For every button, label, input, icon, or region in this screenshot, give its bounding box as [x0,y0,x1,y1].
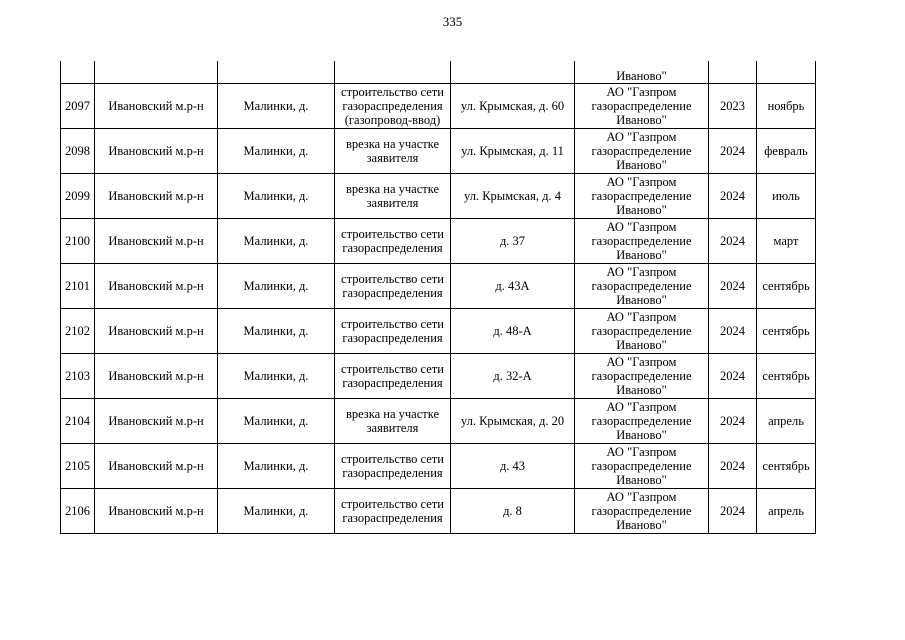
cell-executor [575,489,709,534]
cell-executor [575,219,709,264]
cell-month: сентябрь [757,354,816,399]
table-row [61,84,816,129]
cell-address: ул. Крымская, д. 20 [451,399,575,444]
cell-num [61,61,95,84]
cell-executor-line: газораспределение [591,234,692,248]
cell-year: 2024 [709,174,757,219]
cell-work-line: заявителя [366,196,419,210]
cell-district: Ивановский м.р-н [95,399,218,444]
cell-work-line: строительство сети [341,272,444,286]
cell-year: 2024 [709,219,757,264]
cell-address: ул. Крымская, д. 60 [451,84,575,129]
cell-executor-line: АО "Газпром [606,265,677,279]
table-row [61,264,816,309]
cell-work-line: заявителя [366,151,419,165]
cell-year: 2024 [709,354,757,399]
cell-executor [575,174,709,219]
cell-work [335,61,451,84]
cell-executor-line: газораспределение [591,324,692,338]
cell-work-line: строительство сети [341,452,444,466]
cell-address: ул. Крымская, д. 11 [451,129,575,174]
continuation-row [61,61,816,84]
cell-executor-line: газораспределение [591,144,692,158]
cell-work-line: строительство сети [341,85,444,99]
cell-executor-line: газораспределение [591,279,692,293]
registry-table [60,61,816,534]
cell-executor [575,309,709,354]
cell-executor [575,354,709,399]
cell-work [335,264,451,309]
cell-executor: Иваново" [575,61,709,84]
table-row [61,174,816,219]
cell-work-line: строительство сети [341,497,444,511]
cell-executor-line: Иваново" [616,158,667,172]
cell-month: апрель [757,399,816,444]
cell-work-line: строительство сети [341,227,444,241]
cell-year: 2024 [709,264,757,309]
cell-executor [575,129,709,174]
cell-address: д. 32-А [451,354,575,399]
cell-num: 2100 [61,219,95,264]
table-row [61,489,816,534]
cell-num: 2102 [61,309,95,354]
cell-work [335,129,451,174]
table-row [61,354,816,399]
cell-num: 2104 [61,399,95,444]
cell-district: Ивановский м.р-н [95,309,218,354]
cell-executor-line: газораспределение [591,99,692,113]
cell-address [451,61,575,84]
cell-work-line: газораспределения [342,286,443,300]
cell-num: 2103 [61,354,95,399]
cell-work-line: газораспределения [342,331,443,345]
cell-executor [575,444,709,489]
cell-work-line: врезка на участке [345,137,440,151]
cell-settlement: Малинки, д. [218,264,335,309]
cell-executor-line: газораспределение [591,369,692,383]
cell-executor-line: газораспределение [591,504,692,518]
cell-month: март [757,219,816,264]
cell-num: 2105 [61,444,95,489]
cell-work [335,399,451,444]
cell-month [757,61,816,84]
cell-settlement: Малинки, д. [218,444,335,489]
cell-executor-line: АО "Газпром [606,355,677,369]
cell-work [335,219,451,264]
cell-year: 2024 [709,309,757,354]
cell-work [335,444,451,489]
cell-work-line: врезка на участке [345,407,440,421]
cell-num: 2099 [61,174,95,219]
cell-num: 2097 [61,84,95,129]
cell-settlement [218,61,335,84]
cell-month: сентябрь [757,264,816,309]
cell-district: Ивановский м.р-н [95,444,218,489]
cell-executor-line: АО "Газпром [606,85,677,99]
cell-work-line: газораспределения [342,376,443,390]
cell-month: февраль [757,129,816,174]
cell-executor-line: Иваново" [616,428,667,442]
cell-district: Ивановский м.р-н [95,354,218,399]
cell-executor-line: газораспределение [591,459,692,473]
table-row [61,444,816,489]
cell-district: Ивановский м.р-н [95,489,218,534]
cell-settlement: Малинки, д. [218,354,335,399]
table-row [61,309,816,354]
cell-year: 2024 [709,399,757,444]
cell-work [335,489,451,534]
cell-district: Ивановский м.р-н [95,84,218,129]
cell-executor-line: Иваново" [616,383,667,397]
cell-month: ноябрь [757,84,816,129]
cell-settlement: Малинки, д. [218,309,335,354]
table-row [61,399,816,444]
cell-settlement: Малинки, д. [218,399,335,444]
table-row [61,219,816,264]
cell-work-line: строительство сети [341,317,444,331]
cell-work-line: газораспределения [342,99,443,113]
cell-work [335,354,451,399]
cell-executor-line: Иваново" [616,293,667,307]
cell-executor-line: Иваново" [616,203,667,217]
cell-month: июль [757,174,816,219]
cell-executor-line: Иваново" [616,113,667,127]
cell-executor [575,399,709,444]
cell-work [335,174,451,219]
cell-executor-line: АО "Газпром [606,220,677,234]
cell-executor-line: АО "Газпром [606,175,677,189]
cell-address: д. 8 [451,489,575,534]
cell-executor-line: Иваново" [616,248,667,262]
cell-year [709,61,757,84]
cell-district: Ивановский м.р-н [95,174,218,219]
cell-settlement: Малинки, д. [218,129,335,174]
cell-num: 2101 [61,264,95,309]
cell-executor-line: АО "Газпром [606,490,677,504]
cell-district [95,61,218,84]
cell-year: 2024 [709,129,757,174]
cell-address: д. 43 [451,444,575,489]
cell-executor-line: Иваново" [616,518,667,532]
cell-work-line: газораспределения [342,466,443,480]
cell-year: 2024 [709,489,757,534]
cell-executor-line: АО "Газпром [606,445,677,459]
cell-district: Ивановский м.р-н [95,219,218,264]
cell-settlement: Малинки, д. [218,174,335,219]
cell-settlement: Малинки, д. [218,84,335,129]
cell-month: апрель [757,489,816,534]
cell-address: д. 37 [451,219,575,264]
cell-executor [575,84,709,129]
cell-work-line: врезка на участке [345,182,440,196]
cell-executor-line: АО "Газпром [606,310,677,324]
cell-address: ул. Крымская, д. 4 [451,174,575,219]
cell-year: 2024 [709,444,757,489]
cell-address: д. 48-А [451,309,575,354]
cell-address: д. 43А [451,264,575,309]
cell-work [335,84,451,129]
cell-district: Ивановский м.р-н [95,129,218,174]
page-number: 335 [442,14,463,29]
cell-executor-line: газораспределение [591,414,692,428]
cell-month: сентябрь [757,444,816,489]
cell-district: Ивановский м.р-н [95,264,218,309]
cell-work-line: газораспределения [342,511,443,525]
cell-work-line: заявителя [366,421,419,435]
cell-executor-line: Иваново" [616,473,667,487]
cell-work [335,309,451,354]
cell-executor-line: газораспределение [591,189,692,203]
cell-work-line: (газопровод-ввод) [344,113,441,127]
cell-executor-line: Иваново" [616,338,667,352]
cell-work-line: газораспределения [342,241,443,255]
cell-executor-line: АО "Газпром [606,400,677,414]
cell-settlement: Малинки, д. [218,489,335,534]
cell-year: 2023 [709,84,757,129]
cell-settlement: Малинки, д. [218,219,335,264]
cell-executor-line: АО "Газпром [606,130,677,144]
cell-work-line: строительство сети [341,362,444,376]
registry-table-body [61,61,816,534]
cell-num: 2098 [61,129,95,174]
cell-month: сентябрь [757,309,816,354]
cell-num: 2106 [61,489,95,534]
table-row [61,129,816,174]
cell-executor [575,264,709,309]
